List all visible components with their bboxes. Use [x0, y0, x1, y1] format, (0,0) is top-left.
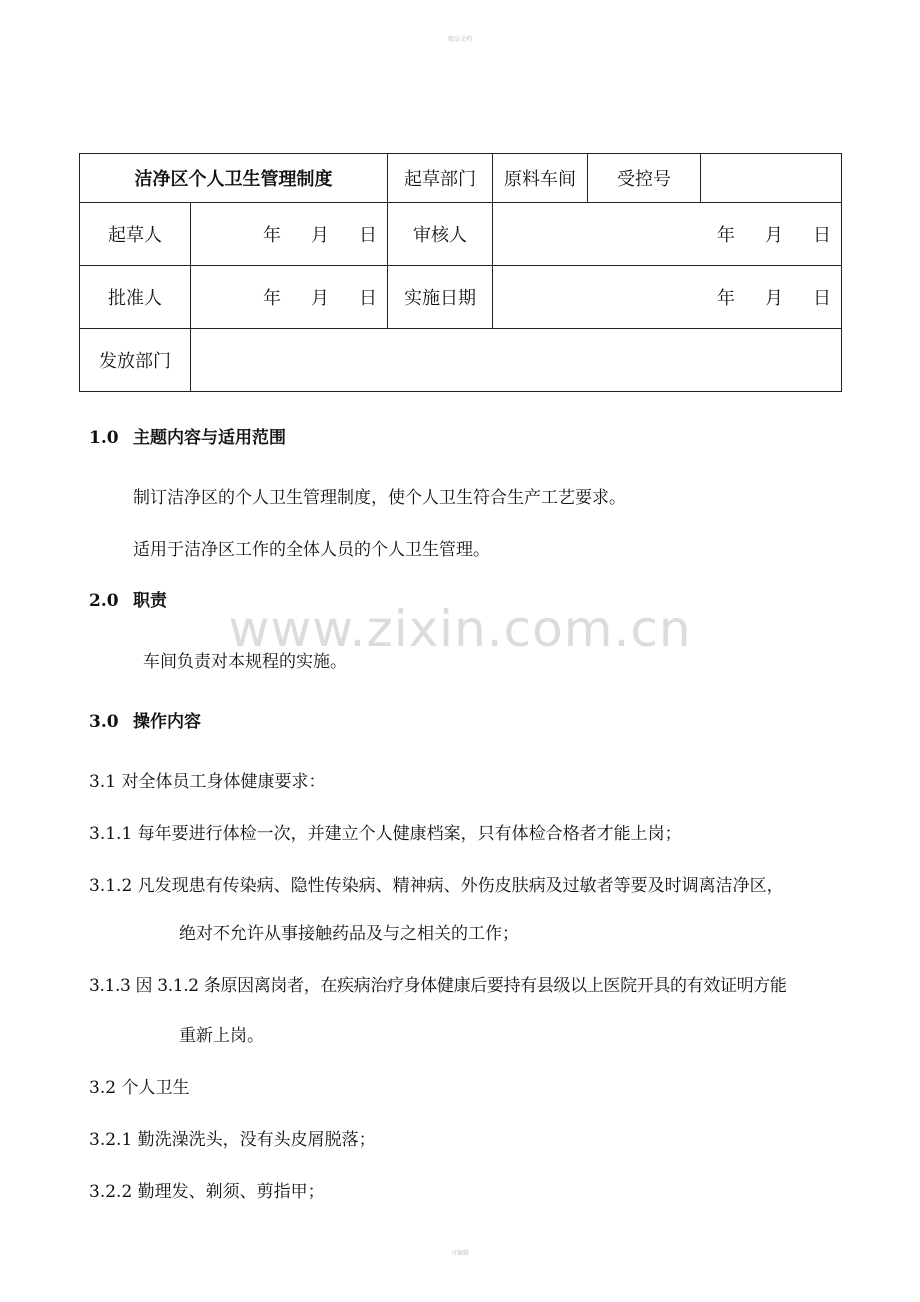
paragraph: 制订洁净区的个人卫生管理制度，使个人卫生符合生产工艺要求。 — [133, 488, 626, 508]
list-item-continuation: 绝对不允许从事接触药品及与之相关的工作； — [179, 924, 519, 944]
control-number-value — [701, 154, 842, 203]
date-day: 日 — [813, 225, 831, 246]
control-number-label: 受控号 — [588, 154, 701, 203]
reviewer-label: 审核人 — [388, 203, 493, 266]
section-number: 3.0 — [89, 712, 119, 732]
drafting-dept-label: 起草部门 — [388, 154, 493, 203]
reviewer-date — [493, 203, 842, 266]
date-month: 月 — [311, 225, 329, 246]
date-year: 年 — [263, 225, 281, 246]
list-item: 3.1.2 凡发现患有传染病、隐性传染病、精神病、外伤皮肤病及过敏者等要及时调离洁净区， — [89, 876, 784, 896]
section-1-heading — [89, 423, 286, 448]
date-day: 日 — [359, 225, 377, 246]
date-year: 年 — [717, 225, 735, 246]
paragraph: 适用于洁净区工作的全体人员的个人卫生管理。 — [133, 540, 490, 560]
date-month: 月 — [311, 288, 329, 309]
document-control-table — [79, 153, 842, 392]
section-title: 操作内容 — [133, 712, 201, 732]
effective-date — [493, 266, 842, 329]
list-item: 3.2.1 勤洗澡洗头，没有头皮屑脱落； — [89, 1130, 376, 1150]
list-item: 3.1.3 因 3.1.2 条原因离岗者，在疾病治疗身体健康后要持有县级以上医院开具的有效证明方能 — [89, 976, 787, 996]
footer-mark: 可编辑 — [450, 1250, 469, 1257]
table-row — [80, 154, 842, 203]
list-item: 3.2 个人卫生 — [89, 1078, 190, 1098]
section-title: 职责 — [133, 591, 167, 611]
section-title: 主题内容与适用范围 — [133, 428, 286, 448]
section-number: 2.0 — [89, 591, 119, 611]
date-day: 日 — [359, 288, 377, 309]
distribution-value — [191, 329, 842, 392]
section-2-heading — [89, 586, 167, 611]
effective-date-label: 实施日期 — [388, 266, 493, 329]
list-item-continuation: 重新上岗。 — [179, 1026, 264, 1046]
date-year: 年 — [717, 288, 735, 309]
drafter-label: 起草人 — [80, 203, 191, 266]
header-mark: 精品文档 — [447, 36, 472, 43]
section-3-heading — [89, 707, 201, 732]
list-item: 3.1.1 每年要进行体检一次，并建立个人健康档案，只有体检合格者才能上岗； — [89, 824, 682, 844]
drafter-date — [191, 203, 388, 266]
list-item: 3.2.2 勤理发、剃须、剪指甲； — [89, 1182, 325, 1202]
date-month: 月 — [765, 288, 783, 309]
list-item: 3.1 对全体员工身体健康要求： — [89, 772, 326, 792]
approver-label: 批准人 — [80, 266, 191, 329]
date-month: 月 — [765, 225, 783, 246]
distribution-label: 发放部门 — [80, 329, 191, 392]
table-row — [80, 329, 842, 392]
section-number: 1.0 — [89, 428, 119, 448]
drafting-dept-value: 原料车间 — [493, 154, 588, 203]
paragraph: 车间负责对本规程的实施。 — [143, 652, 347, 672]
date-year: 年 — [263, 288, 281, 309]
watermark: www.zixin.com.cn — [228, 600, 692, 658]
approver-date — [191, 266, 388, 329]
date-day: 日 — [813, 288, 831, 309]
table-row — [80, 266, 842, 329]
document-title: 洁净区个人卫生管理制度 — [80, 154, 388, 203]
table-row — [80, 203, 842, 266]
